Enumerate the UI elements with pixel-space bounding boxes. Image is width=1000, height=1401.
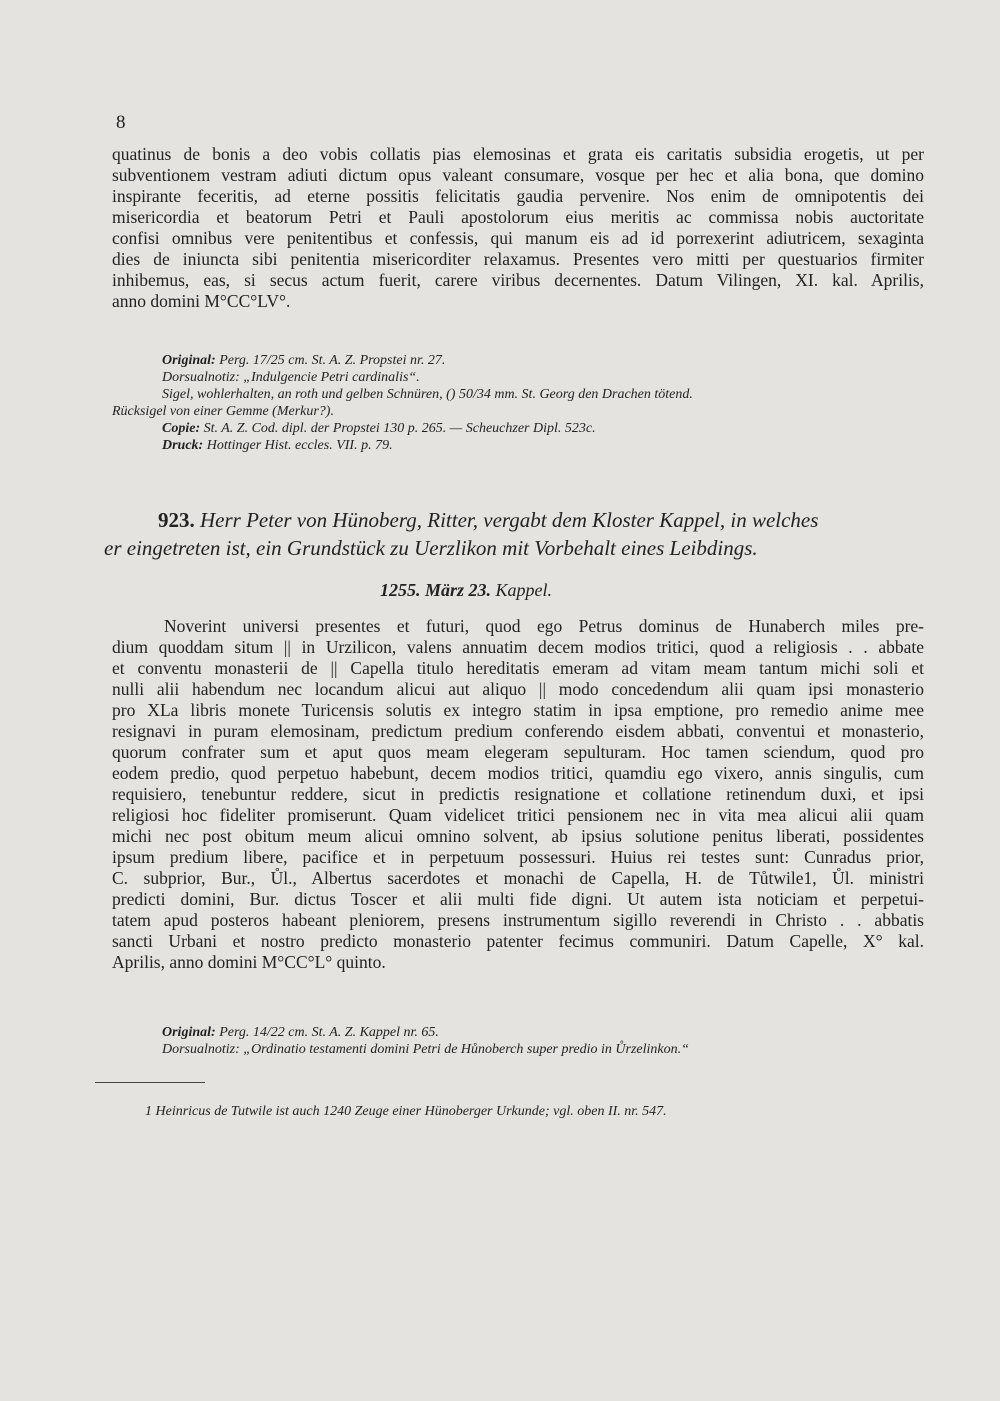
text-line: et conventu monasterii de || Capella titulo hereditatis emeram ad vitam meam tantum michi soli et (112, 658, 924, 678)
entry-number: 923. (158, 508, 195, 532)
text-line: dium quoddam situm || in Urzilicon, valens annuatim decem modios tritici, quod a religiosis . . abbate (112, 637, 924, 657)
text-line: religiosi hoc fideliter promiserunt. Quam videlicet tritici pensionem nec in vita mea alicui alii quam (112, 805, 924, 825)
text-line: inhibemus, eas, si secus actum fuerit, carere viribus decernentes. Datum Vilingen, XI. kal. Aprilis, (112, 270, 924, 290)
entry-heading-line1: 923. Herr Peter von Hünoberg, Ritter, vergabt dem Kloster Kappel, in welches (104, 506, 916, 534)
entry-dateline (380, 580, 552, 601)
text-line: ipsum predium libere, pacifice et in perpetuum possessuri. Huius rei testes sunt: Cunradus prior, (112, 847, 924, 867)
text-line: subventionem vestram adiuti dictum opus valeant consumare, vosque per hec et alia bona, que domino (112, 165, 924, 185)
text-line: misericordia et beatorum Petri et Pauli apostolorum eius meritis ac commissa nobis auctoritate (112, 207, 924, 227)
entry-date: 1255. März 23. (380, 580, 492, 600)
footnote: 1 Heinricus de Tutwile ist auch 1240 Zeuge einer Hünoberger Urkunde; vgl. oben II. nr. 547. (145, 1104, 667, 1119)
text-line: tatem apud posteros habeant pleniorem, presens instrumentum sigillo reverendi in Christo . . abbatis (112, 910, 924, 930)
entry-place: Kappel. (495, 580, 553, 600)
note-original: Original: Perg. 14/22 cm. St. A. Z. Kappel nr. 65. (162, 1025, 439, 1040)
note-dorsual: Dorsualnotiz: „Indulgencie Petri cardinalis“. (162, 370, 420, 385)
note-print: Druck: Hottinger Hist. eccles. VII. p. 79. (162, 438, 393, 453)
text-line: inspirante feceritis, ad eterne possitis felicitatis gaudia pervenire. Nos enim de omnipotentis dei (112, 186, 924, 206)
text-line: C. subprior, Bur., Ůl., Albertus sacerdotes et monachi de Capella, H. de Tůtwile1, Ůl. ministri (112, 868, 924, 888)
page-number: 8 (116, 112, 126, 133)
text-line: requisiero, tenebuntur reddere, sicut in predictis resignatione et collatione retinendum duxi, et ipsi (112, 784, 924, 804)
text-line: eodem predio, quod perpetuo habebunt, decem modios tritici, quamdiu ego vixero, annis singulis, cum (112, 763, 924, 783)
note-copy: Copie: St. A. Z. Cod. dipl. der Propstei 130 p. 265. — Scheuchzer Dipl. 523c. (162, 421, 596, 436)
note-counterseal: Rücksigel von einer Gemme (Merkur?). (112, 404, 334, 419)
text-line: pro XLa libris monete Turicensis solutis ex integro statim in ipsa emptione, pro remedio anime mee (112, 700, 924, 720)
text-line: confisi omnibus vere penitentibus et confessis, qui manum eis ad id porrexerint adiutricem, sexaginta (112, 228, 924, 248)
note-original: Original: Perg. 17/25 cm. St. A. Z. Propstei nr. 27. (162, 353, 446, 368)
text-line: quorum confrater sum et aput quos meam elegeram sepulturam. Hoc tamen sciendum, quod pro (112, 742, 924, 762)
text-line: resignavi in puram elemosinam, predictum predium conferendo eisdem abbati, conventui et monasterio, (112, 721, 924, 741)
archival-notes (112, 352, 924, 454)
note-dorsual: Dorsualnotiz: „Ordinatio testamenti domini Petri de Hůnoberch super predio in Ůrzelinkon.“ (162, 1042, 689, 1057)
charter-text (112, 616, 924, 973)
text-line: Noverint universi presentes et futuri, quod ego Petrus dominus de Hunaberch miles pre- (164, 616, 924, 636)
footnote-divider (95, 1082, 205, 1083)
text-line: nulli alii habendum nec locandum alicui aut aliquo || modo concedendum alii quam ipsi monasterio (112, 679, 924, 699)
note-seal: Sigel, wohlerhalten, an roth und gelben Schnüren, () 50/34 mm. St. Georg den Drachen tötend. (162, 387, 693, 402)
charter-text-continued (112, 144, 924, 312)
text-line: anno domini M°CC°LV°. (112, 291, 291, 311)
archival-notes-2 (112, 1024, 924, 1058)
text-line: dies de iniuncta sibi penitentia misericorditer relaxamus. Presentes vero mitti per questuarios firmiter (112, 249, 924, 269)
text-line: Aprilis, anno domini M°CC°L° quinto. (112, 952, 386, 972)
text-line: michi nec post obitum meum alicui omnino solvent, ab ipsius solutione penitus liberati, possidentes (112, 826, 924, 846)
entry-heading (104, 506, 916, 562)
text-line: predicti domini, Bur. dictus Toscer et alii multi fide digni. Ut autem ista noticiam et perpetui- (112, 889, 924, 909)
entry-heading-line2: er eingetreten ist, ein Grundstück zu Uerzlikon mit Vorbehalt eines Leibdings. (104, 536, 758, 560)
text-line: quatinus de bonis a deo vobis collatis pias elemosinas et grata eis caritatis subsidia erogetis, ut per (112, 144, 924, 164)
text-line: sancti Urbani et nostro predicto monasterio patenter fecimus communiri. Datum Capelle, X° kal. (112, 931, 924, 951)
